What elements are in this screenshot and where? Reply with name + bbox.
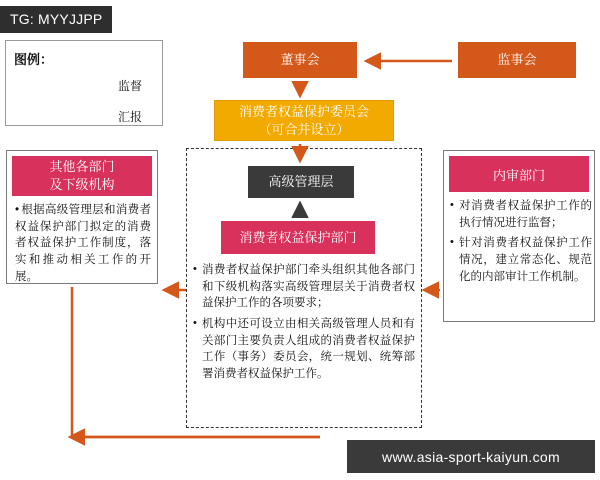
bullet-icon: • xyxy=(450,236,454,249)
left-title-line-1: 其他各部门 xyxy=(49,159,115,175)
node-senior-management[interactable]: 高级管理层 xyxy=(248,166,354,198)
panel-other-departments-title xyxy=(12,156,152,196)
node-consumer-protection-department[interactable]: 消费者权益保护部门 xyxy=(221,221,375,254)
center-notes xyxy=(193,262,415,387)
bullet-icon: • xyxy=(450,199,454,211)
audit-list-item xyxy=(450,198,592,231)
legend-label-supervise: 监督 xyxy=(118,79,143,93)
legend-box xyxy=(5,40,163,126)
center-item-text: 消费者权益保护部门牵头组织其他各部门和下级机构落实高级管理层关于消费者权益保护工作的各项要求； xyxy=(202,264,415,310)
center-list-item xyxy=(193,316,415,383)
tg-tag: TG: MYYJJPP xyxy=(0,6,112,33)
committee-line-1: 消费者权益保护委员会 xyxy=(238,103,369,119)
panel-internal-audit xyxy=(443,150,595,322)
bullet-icon: • xyxy=(193,263,197,275)
node-board-of-directors[interactable]: 董事会 xyxy=(243,42,357,78)
audit-item-text: 对消费者权益保护工作的执行情况进行监督； xyxy=(459,200,592,229)
legend-title: 图例： xyxy=(14,52,54,67)
audit-item-text: 针对消费者权益保护工作情况，建立常态化、规范化的内部审计工作机制。 xyxy=(459,237,592,283)
node-board-of-supervisors[interactable]: 监事会 xyxy=(458,42,576,78)
legend-label-report: 汇报 xyxy=(118,110,143,124)
panel-internal-audit-body xyxy=(450,198,592,289)
center-item-text: 机构中还可设立由相关高级管理人员和有关部门主要负责人组成的消费者权益保护工作（事务）委员会，统一规划、统筹部署消费者权益保护工作。 xyxy=(202,318,415,381)
panel-internal-audit-title: 内审部门 xyxy=(449,156,589,192)
bullet-icon: • xyxy=(193,317,197,330)
left-bullet-dot: • xyxy=(15,204,20,216)
panel-other-departments xyxy=(6,150,158,284)
watermark-banner: www.asia-sport-kaiyun.com xyxy=(347,440,595,473)
committee-line-2: （可合并设立） xyxy=(258,121,350,137)
center-list-item xyxy=(193,262,415,312)
left-title-line-2: 及下级机构 xyxy=(49,177,115,192)
left-body-text: 根据高级管理层和消费者权益保护部门拟定的消费者权益保护工作制度，落实和推动相关工作的开展。 xyxy=(15,204,151,283)
audit-list-item xyxy=(450,235,592,285)
node-consumer-protection-committee[interactable] xyxy=(214,100,394,141)
panel-other-departments-body xyxy=(15,202,151,285)
